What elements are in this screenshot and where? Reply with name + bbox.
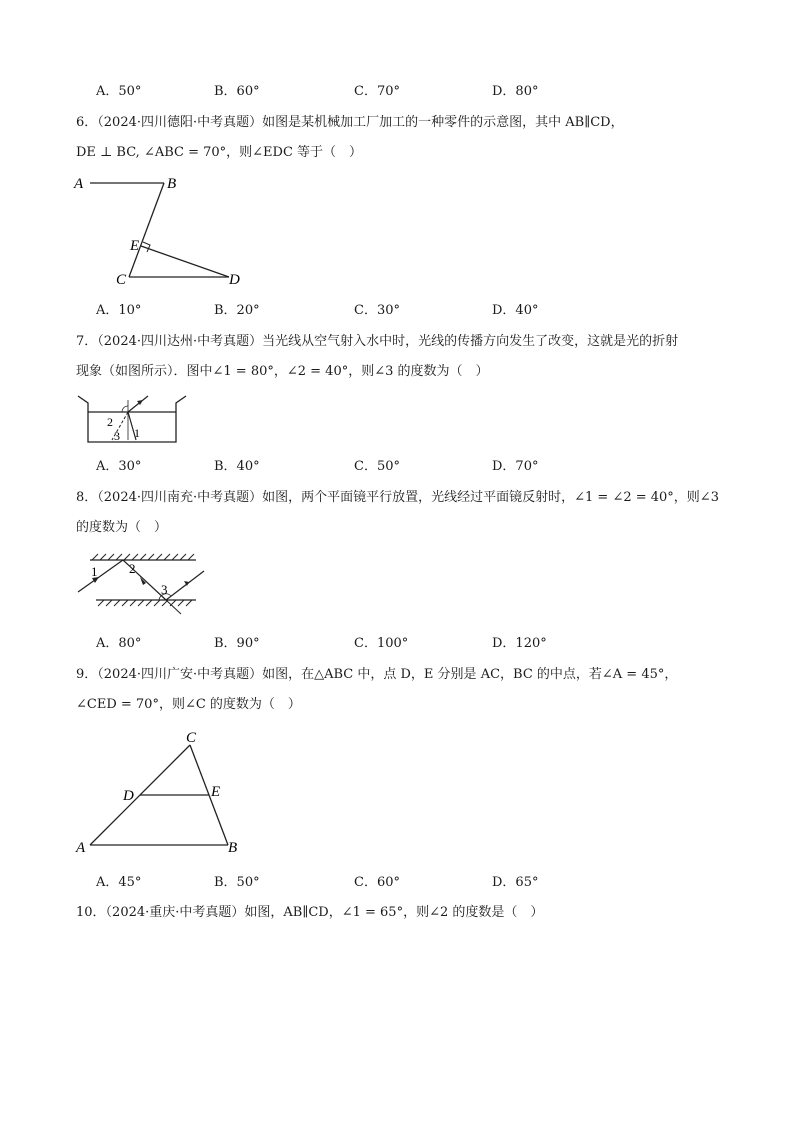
q8-option-a: A．80° xyxy=(96,636,142,651)
q9-option-c: C．60° xyxy=(354,875,400,890)
q7-option-c: C．50° xyxy=(354,459,400,474)
q7-option-d: D．70° xyxy=(492,459,539,474)
q9-label-a: A xyxy=(76,840,86,856)
q6-label-a: A xyxy=(74,176,84,192)
q8-label-angle2: 2 xyxy=(129,561,136,576)
q7-label-angle3: 3 xyxy=(114,429,120,443)
q8-option-b: B．90° xyxy=(214,636,260,651)
q8-label-angle3: 3 xyxy=(161,582,168,597)
q8-label-angle1: 1 xyxy=(91,564,98,579)
q8-option-d: D．120° xyxy=(492,636,547,651)
q7-option-a: A．30° xyxy=(96,459,142,474)
q9-label-d: D xyxy=(123,788,134,804)
q5-option-c: C．70° xyxy=(354,84,400,99)
q6-label-d: D xyxy=(229,272,240,288)
q6-option-a: A．10° xyxy=(96,303,142,318)
q6-option-b: B．20° xyxy=(214,303,260,318)
q5-option-d: D．80° xyxy=(492,84,539,99)
q9-stem-line1: 9．（2024·四川广安·中考真题）如图，在△ABC 中，点 D，E 分别是 AC，BC 的中点，若∠A = 45°， xyxy=(76,667,678,682)
q9-option-b: B．50° xyxy=(214,875,260,890)
q9-option-a: A．45° xyxy=(96,875,142,890)
q9-stem-line2: ∠CED = 70°，则∠C 的度数为（ ） xyxy=(76,697,301,712)
q9-label-c: C xyxy=(186,730,197,746)
q9-option-d: D．65° xyxy=(492,875,539,890)
q7-label-angle1: 1 xyxy=(134,426,140,440)
q5-option-b: B．60° xyxy=(214,84,260,99)
q6-label-b: B xyxy=(167,176,177,192)
q7-option-b: B．40° xyxy=(214,459,260,474)
q9-label-e: E xyxy=(211,784,221,800)
q5-option-a: A．50° xyxy=(96,84,142,99)
q9-label-b: B xyxy=(228,840,238,856)
q8-option-c: C．100° xyxy=(354,636,409,651)
q6-stem-line2: DE ⊥ BC, ∠ABC = 70°，则∠EDC 等于（ ） xyxy=(76,145,363,160)
q7-stem-line1: 7．（2024·四川达州·中考真题）当光线从空气射入水中时，光线的传播方向发生了改变，这就是光的折射 xyxy=(76,334,679,349)
q6-stem-line1: 6．（2024·四川德阳·中考真题）如图是某机械加工厂加工的一种零件的示意图，其中 AB∥CD， xyxy=(76,115,624,130)
q6-label-c: C xyxy=(116,272,127,288)
q10-stem-line1: 10．（2024·重庆·中考真题）如图，AB∥CD，∠1 = 65°，则∠2 的度数是（ ） xyxy=(76,905,544,920)
q8-stem-line2: 的度数为（ ） xyxy=(76,520,168,535)
q6-option-d: D．40° xyxy=(492,303,539,318)
q6-label-e: E xyxy=(130,238,140,254)
q7-stem-line2: 现象（如图所示）．图中∠1 = 80°，∠2 = 40°，则∠3 的度数为（ ） xyxy=(76,364,489,379)
q6-option-c: C．30° xyxy=(354,303,400,318)
q8-stem-line1: 8．（2024·四川南充·中考真题）如图，两个平面镜平行放置，光线经过平面镜反射时，∠1 = ∠2 = 40°，则∠3 xyxy=(76,490,719,505)
q7-label-angle2: 2 xyxy=(107,415,113,429)
